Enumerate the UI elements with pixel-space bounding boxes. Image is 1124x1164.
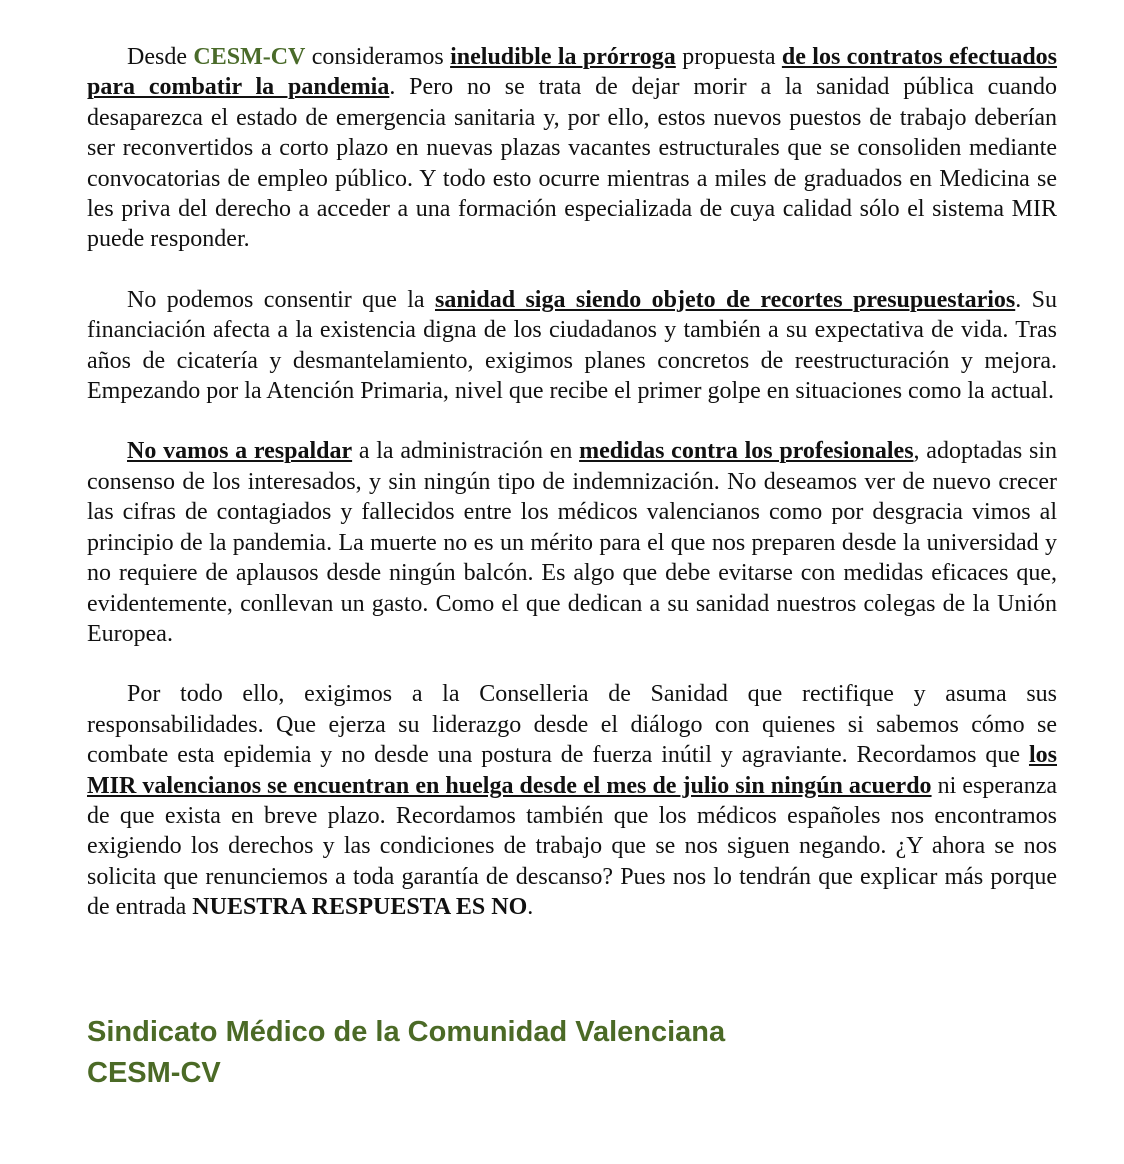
emphasis-measures: medidas contra los profesionales bbox=[579, 438, 914, 465]
paragraph-contracts bbox=[87, 42, 1057, 255]
paragraph-measures bbox=[87, 436, 1057, 649]
text: . Su financiación afecta a la existencia digna de los ciudadanos y también a su expectativa de vida. Tras años de cicatería y desmantelamiento, exigimos planes concretos de reestructuración y mejora. Empezando por la Atención Primaria, nivel que recibe el primer golpe en situaciones como la actual. bbox=[87, 286, 1057, 405]
paragraph-budget bbox=[87, 285, 1057, 407]
text: propuesta bbox=[675, 44, 782, 70]
emphasis-answer-no: NUESTRA RESPUESTA ES NO bbox=[192, 894, 528, 921]
text: , adoptadas sin consenso de los interesados, y sin ningún tipo de indemnización. No deseamos ver de nuevo crecer las cifras de contagiados y fallecidos entre los médicos valencianos como por desgracia vimos al principio de la pandemia. La muerte no es un mérito para el que nos preparen desde la universidad y no requiere de aplausos desde ningún balcón. Es algo que debe evitarse con medidas eficaces que, evidentemente, conllevan un gasto. Como el que dedican a su sanidad nuestros colegas de la Unión Europea. bbox=[87, 438, 1058, 647]
emphasis-mir-strike: los MIR valencianos se encuentran en huelga desde el mes de julio sin ningún acuerdo bbox=[87, 742, 1057, 799]
text: Por todo ello, exigimos a la Conselleria de Sanidad que rectifique y asuma sus responsabilidades. Que ejerza su liderazgo desde el diálogo con quienes si sabemos cómo se combate esta epidemia y no desde una postura de fuerza inútil y agraviante. Recordamos que bbox=[87, 681, 1057, 769]
emphasis-no-support: No vamos a respaldar bbox=[127, 438, 353, 465]
text: consideramos bbox=[305, 44, 451, 70]
signature-org-acronym: CESM-CV bbox=[87, 1057, 221, 1089]
document-body bbox=[87, 42, 1057, 923]
paragraph-demands bbox=[87, 679, 1057, 922]
emphasis-extension: ineludible la prórroga bbox=[450, 44, 676, 70]
signature-block bbox=[87, 1012, 725, 1094]
text: . bbox=[527, 894, 534, 921]
text: a la administración en bbox=[352, 438, 580, 465]
text: Desde bbox=[127, 44, 194, 70]
emphasis-budget-cuts: sanidad siga siendo objeto de recortes presupuestarios bbox=[434, 286, 1016, 313]
signature-org-name: Sindicato Médico de la Comunidad Valenciana bbox=[87, 1016, 726, 1048]
emphasis-contracts: de los contratos efectuados para combatir la pandemia bbox=[87, 44, 1058, 101]
org-name-inline: CESM-CV bbox=[193, 44, 306, 70]
text: ni esperanza de que exista en breve plazo. Recordamos también que los médicos españoles nos encontramos exigiendo los derechos y las condiciones de trabajo que se nos siguen negando. ¿Y ahora se nos solicita que renunciemos a toda garantía de descanso? Pues nos lo tendrán que explicar más porque de entrada bbox=[87, 772, 1058, 921]
text: No podemos consentir que la bbox=[127, 286, 435, 313]
text: . Pero no se trata de dejar morir a la sanidad pública cuando desaparezca el estado de emergencia sanitaria y, por ello, estos nuevos puestos de trabajo deberían ser reconvertidos a corto plazo en nuevas plazas vacantes estructurales que se consoliden mediante convocatorias de empleo público. Y todo esto ocurre mientras a miles de graduados en Medicina se les priva del derecho a acceder a una formación especializada de cuya calidad sólo el sistema MIR puede responder. bbox=[87, 74, 1057, 253]
